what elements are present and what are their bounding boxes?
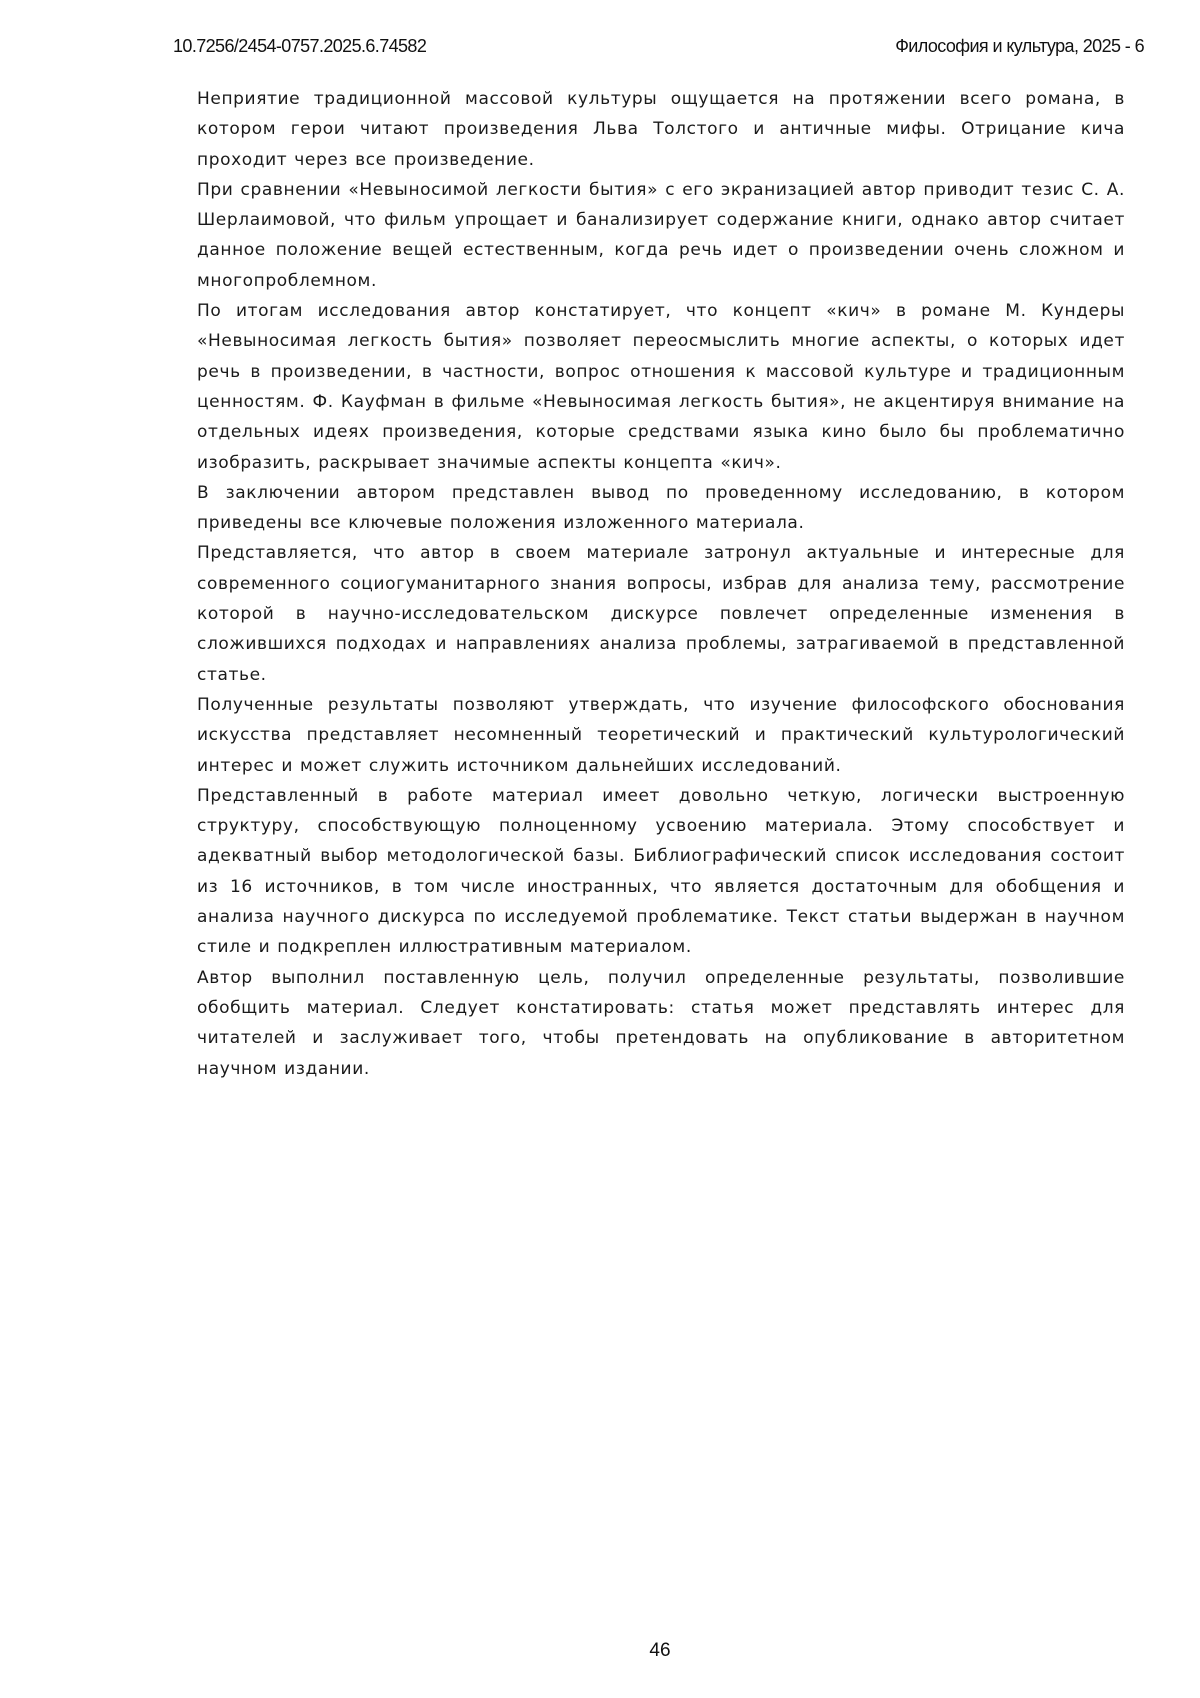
paragraph: Полученные результаты позволяют утверждать, что изучение философского обоснования искусства представляет несомненный теоретический и практический культурологический интерес и может служить источником дальнейших исследований. [197, 690, 1125, 781]
paragraph: Неприятие традиционной массовой культуры ощущается на протяжении всего романа, в котором герои читают произведения Льва Толстого и античные мифы. Отрицание кича проходит через все произведение. [197, 84, 1125, 175]
paragraph: Автор выполнил поставленную цель, получил определенные результаты, позволившие обобщить материал. Следует констатировать: статья может представлять интерес для читателей и заслуживает того, чтобы претендовать на опубликование в авторитетном научном издании. [197, 963, 1125, 1084]
journal-header: Философия и культура, 2025 - 6 [895, 36, 1144, 57]
document-body [197, 84, 1125, 1084]
paragraph: Представленный в работе материал имеет довольно четкую, логически выстроенную структуру, способствующую полноценному усвоению материала. Этому способствует и адекватный выбор методологической базы. Библиографический список исследования состоит из 16 источников, в том числе иностранных, что является достаточным для обобщения и анализа научного дискурса по исследуемой проблематике. Текст статьи выдержан в научном стиле и подкреплен иллюстративным материалом. [197, 781, 1125, 963]
paragraph: Представляется, что автор в своем материале затронул актуальные и интересные для современного социогуманитарного знания вопросы, избрав для анализа тему, рассмотрение которой в научно-исследовательском дискурсе повлечет определенные изменения в сложившихся подходах и направлениях анализа проблемы, затрагиваемой в представленной статье. [197, 538, 1125, 689]
paragraph: При сравнении «Невыносимой легкости бытия» с его экранизацией автор приводит тезис С. А. Шерлаимовой, что фильм упрощает и банализирует содержание книги, однако автор считает данное положение вещей естественным, когда речь идет о произведении очень сложном и многопроблемном. [197, 175, 1125, 296]
paragraph: В заключении автором представлен вывод по проведенному исследованию, в котором приведены все ключевые положения изложенного материала. [197, 478, 1125, 539]
doi-header: 10.7256/2454-0757.2025.6.74582 [173, 36, 426, 57]
paragraph: По итогам исследования автор констатирует, что концепт «кич» в романе М. Кундеры «Невыносимая легкость бытия» позволяет переосмыслить многие аспекты, о которых идет речь в произведении, в частности, вопрос отношения к массовой культуре и традиционным ценностям. Ф. Кауфман в фильме «Невыносимая легкость бытия», не акцентируя внимание на отдельных идеях произведения, которые средствами языка кино было бы проблематично изобразить, раскрывает значимые аспекты концепта «кич». [197, 296, 1125, 478]
page-number: 46 [0, 1640, 1200, 1662]
